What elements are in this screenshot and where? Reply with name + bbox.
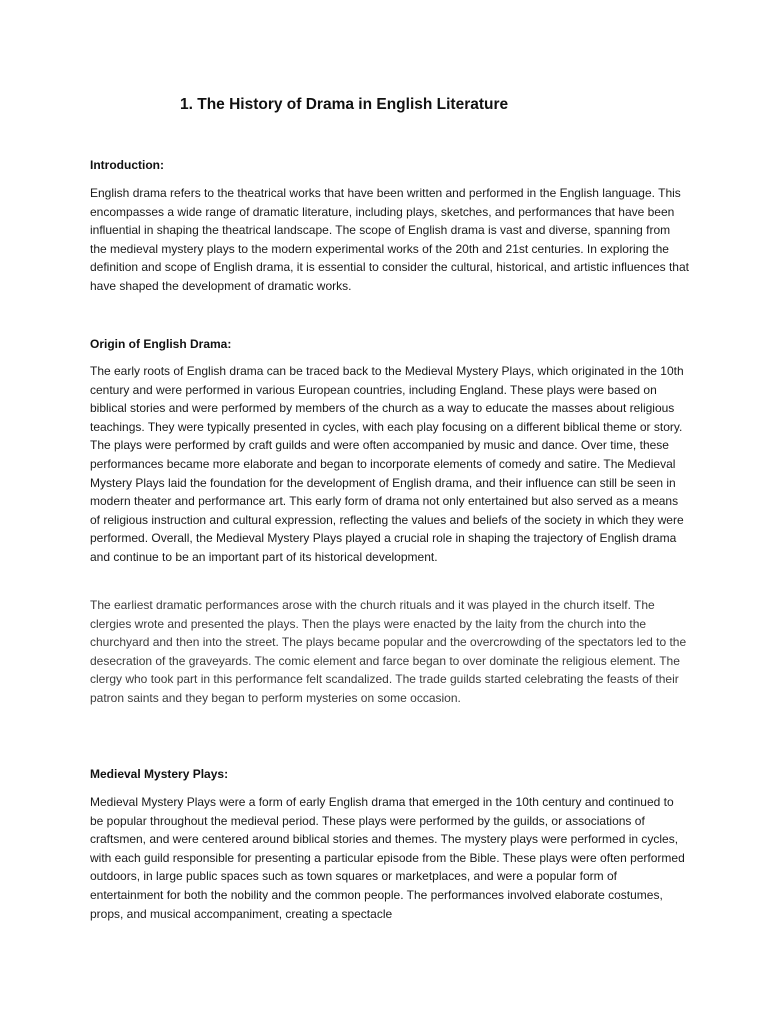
paragraph-introduction: English drama refers to the theatrical works that have been written and performed in the English language. This encompasses a wide range of dramatic literature, including plays, sketches, and performances that have been influential in shaping the theatrical landscape. The scope of English drama is vast and diverse, spanning from the medieval mystery plays to the modern experimental works of the 20th and 21st centuries. In exploring the definition and scope of English drama, it is essential to consider the cultural, historical, and artistic influences that have shaped the development of dramatic works. [90, 186, 689, 293]
section-heading-introduction: Introduction: [90, 158, 164, 172]
section-heading-medieval-mystery-plays: Medieval Mystery Plays: [90, 767, 229, 781]
paragraph-medieval-mystery-plays: Medieval Mystery Plays were a form of early English drama that emerged in the 10th century and continued to be popular throughout the medieval period. These plays were performed by the guilds, or associations of craftsmen, and were centered around biblical stories and themes. The mystery plays were performed in cycles, with each guild responsible for presenting a particular episode from the Bible. These plays were often performed outdoors, in large public spaces such as town squares or marketplaces, and were a popular form of entertainment for both the nobility and the common people. The performances involved elaborate costumes, props, and musical accompaniment, creating a spectacle [90, 795, 685, 921]
paragraph-origin-roots: The early roots of English drama can be traced back to the Medieval Mystery Plays, which originated in the 10th century and were performed in various European countries, including England. These plays were based on biblical stories and were performed by members of the church as a way to educate the masses about religious teachings. They were typically presented in cycles, with each play focusing on a different biblical theme or story. The plays were performed by craft guilds and were often accompanied by music and dance. Over time, these performances became more elaborate and began to incorporate elements of comedy and satire. The Medieval Mystery Plays laid the foundation for the development of English drama, and their influence can still be seen in modern theater and performance art. This early form of drama not only entertained but also served as a means of religious instruction and cultural expression, reflecting the values and beliefs of the society in which they were performed. Overall, the Medieval Mystery Plays played a crucial role in shaping the trajectory of English drama and continue to be an important part of its historical development. [90, 364, 684, 564]
section-heading-origin: Origin of English Drama: [90, 337, 232, 351]
page-title: 1. The History of Drama in English Literature [180, 96, 509, 113]
paragraph-origin-church-rituals: The earliest dramatic performances arose with the church rituals and it was played in the church itself. The clergies wrote and presented the plays. Then the plays were enacted by the laity from the church into the churchyard and then into the street. The plays became popular and the overcrowding of the spectators led to the desecration of the graveyards. The comic element and farce began to over dominate the religious element. The clergy who took part in this performance felt scandalized. The trade guilds started celebrating the feasts of their patron saints and they began to perform mysteries on some occasion. [90, 598, 687, 705]
